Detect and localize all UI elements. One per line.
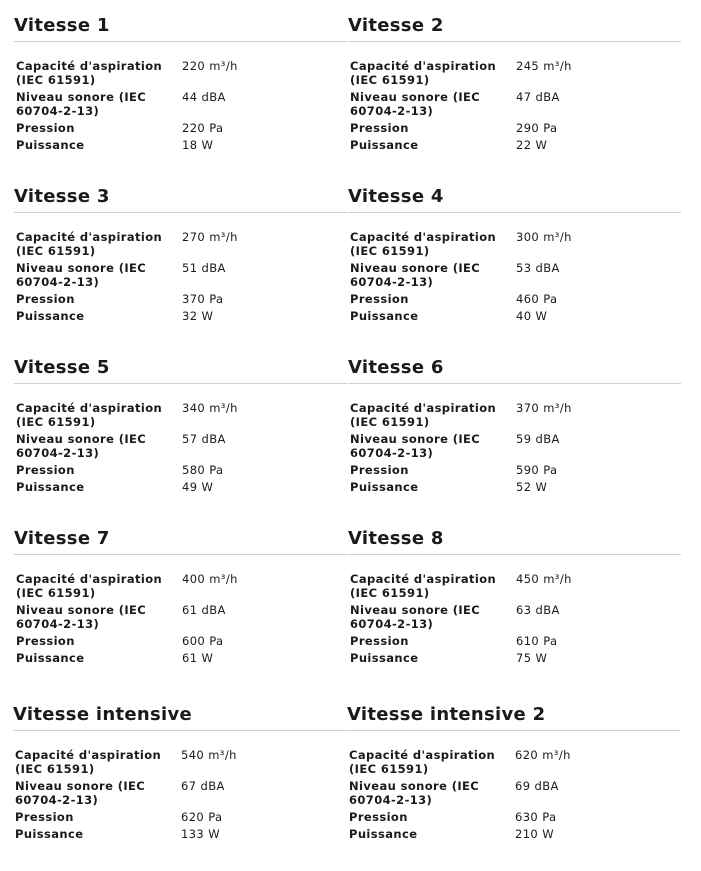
spec-row-power bbox=[350, 309, 681, 323]
spec-row-pressure bbox=[350, 121, 681, 135]
spec-value: 620 Pa bbox=[181, 810, 223, 824]
spec-value: 270 m³/h bbox=[182, 230, 238, 244]
spec-label: Capacité d'aspiration (IEC 61591) bbox=[15, 748, 162, 776]
spec-value: 75 W bbox=[516, 651, 548, 665]
spec-label: Pression bbox=[350, 634, 409, 648]
spec-row-power bbox=[350, 138, 681, 152]
spec-label: Puissance bbox=[350, 309, 419, 323]
spec-label: Capacité d'aspiration (IEC 61591) bbox=[16, 59, 163, 87]
spec-value: 210 W bbox=[515, 827, 554, 841]
speed-block-4 bbox=[348, 186, 681, 326]
speed-block-1 bbox=[14, 15, 347, 155]
spec-value: 300 m³/h bbox=[516, 230, 572, 244]
speed-block-3 bbox=[14, 186, 347, 326]
spec-table bbox=[350, 401, 681, 494]
spec-label: Puissance bbox=[350, 480, 419, 494]
spec-value: 67 dBA bbox=[181, 779, 225, 793]
spec-row-noise bbox=[350, 603, 681, 631]
spec-value: 44 dBA bbox=[182, 90, 226, 104]
spec-row-pressure bbox=[15, 810, 346, 824]
spec-value: 245 m³/h bbox=[516, 59, 572, 73]
spec-row-suction bbox=[16, 59, 347, 87]
spec-label: Niveau sonore (IEC 60704-2-13) bbox=[350, 90, 481, 118]
spec-table bbox=[15, 748, 346, 841]
spec-row-suction bbox=[15, 748, 346, 776]
spec-row-noise bbox=[16, 432, 347, 460]
spec-value: 40 W bbox=[516, 309, 548, 323]
spec-row-suction bbox=[350, 59, 681, 87]
speed-block-intensive-2 bbox=[347, 704, 680, 844]
spec-value: 63 dBA bbox=[516, 603, 560, 617]
spec-label: Capacité d'aspiration (IEC 61591) bbox=[350, 401, 497, 429]
spec-row-suction bbox=[16, 572, 347, 600]
spec-row-power bbox=[16, 138, 347, 152]
spec-label: Puissance bbox=[16, 309, 85, 323]
spec-label: Niveau sonore (IEC 60704-2-13) bbox=[350, 432, 481, 460]
spec-row-noise bbox=[15, 779, 346, 807]
spec-label: Pression bbox=[16, 634, 75, 648]
spec-label: Pression bbox=[16, 121, 75, 135]
speed-title: Vitesse intensive bbox=[13, 704, 346, 731]
spec-row-noise bbox=[16, 261, 347, 289]
spec-value: 69 dBA bbox=[515, 779, 559, 793]
speed-block-intensive bbox=[13, 704, 346, 844]
spec-row-suction bbox=[16, 401, 347, 429]
spec-value: 18 W bbox=[182, 138, 214, 152]
spec-value: 57 dBA bbox=[182, 432, 226, 446]
spec-row-noise bbox=[350, 261, 681, 289]
spec-row-pressure bbox=[350, 292, 681, 306]
spec-label: Niveau sonore (IEC 60704-2-13) bbox=[16, 261, 147, 289]
spec-label: Pression bbox=[350, 292, 409, 306]
spec-row-power bbox=[16, 480, 347, 494]
speed-title: Vitesse 4 bbox=[348, 186, 681, 213]
spec-label: Puissance bbox=[349, 827, 418, 841]
spec-label: Niveau sonore (IEC 60704-2-13) bbox=[16, 90, 147, 118]
spec-label: Puissance bbox=[16, 480, 85, 494]
spec-label: Niveau sonore (IEC 60704-2-13) bbox=[16, 432, 147, 460]
spec-row-power bbox=[15, 827, 346, 841]
spec-label: Niveau sonore (IEC 60704-2-13) bbox=[16, 603, 147, 631]
spec-row-suction bbox=[350, 401, 681, 429]
spec-value: 22 W bbox=[516, 138, 548, 152]
spec-label: Capacité d'aspiration (IEC 61591) bbox=[350, 59, 497, 87]
spec-label: Pression bbox=[349, 810, 408, 824]
speed-title: Vitesse 2 bbox=[348, 15, 681, 42]
spec-row-pressure bbox=[16, 463, 347, 477]
spec-value: 340 m³/h bbox=[182, 401, 238, 415]
spec-label: Niveau sonore (IEC 60704-2-13) bbox=[350, 261, 481, 289]
spec-label: Capacité d'aspiration (IEC 61591) bbox=[350, 572, 497, 600]
spec-row-suction bbox=[350, 572, 681, 600]
speed-title: Vitesse 1 bbox=[14, 15, 347, 42]
spec-value: 53 dBA bbox=[516, 261, 560, 275]
spec-row-pressure bbox=[350, 463, 681, 477]
spec-label: Capacité d'aspiration (IEC 61591) bbox=[349, 748, 496, 776]
spec-label: Pression bbox=[15, 810, 74, 824]
speed-title: Vitesse 6 bbox=[348, 357, 681, 384]
spec-value: 400 m³/h bbox=[182, 572, 238, 586]
speed-title: Vitesse 8 bbox=[348, 528, 681, 555]
speed-title: Vitesse 7 bbox=[14, 528, 347, 555]
spec-row-suction bbox=[350, 230, 681, 258]
spec-value: 32 W bbox=[182, 309, 214, 323]
spec-value: 290 Pa bbox=[516, 121, 558, 135]
spec-row-pressure bbox=[16, 292, 347, 306]
spec-value: 450 m³/h bbox=[516, 572, 572, 586]
spec-value: 49 W bbox=[182, 480, 214, 494]
spec-label: Niveau sonore (IEC 60704-2-13) bbox=[349, 779, 480, 807]
spec-table bbox=[350, 230, 681, 323]
spec-label: Pression bbox=[16, 292, 75, 306]
spec-label: Niveau sonore (IEC 60704-2-13) bbox=[350, 603, 481, 631]
spec-value: 580 Pa bbox=[182, 463, 224, 477]
spec-row-pressure bbox=[349, 810, 680, 824]
spec-value: 220 Pa bbox=[182, 121, 224, 135]
speed-title: Vitesse 5 bbox=[14, 357, 347, 384]
spec-row-pressure bbox=[16, 634, 347, 648]
spec-row-noise bbox=[16, 603, 347, 631]
spec-row-power bbox=[16, 651, 347, 665]
speed-block-8 bbox=[348, 528, 681, 668]
spec-label: Puissance bbox=[15, 827, 84, 841]
spec-table bbox=[16, 572, 347, 665]
spec-label: Capacité d'aspiration (IEC 61591) bbox=[16, 572, 163, 600]
spec-label: Capacité d'aspiration (IEC 61591) bbox=[16, 230, 163, 258]
spec-value: 620 m³/h bbox=[515, 748, 571, 762]
spec-row-noise bbox=[349, 779, 680, 807]
spec-value: 630 Pa bbox=[515, 810, 557, 824]
spec-row-suction bbox=[349, 748, 680, 776]
spec-value: 51 dBA bbox=[182, 261, 226, 275]
spec-row-noise bbox=[16, 90, 347, 118]
spec-table bbox=[16, 59, 347, 152]
speed-block-2 bbox=[348, 15, 681, 155]
spec-table bbox=[16, 230, 347, 323]
spec-value: 47 dBA bbox=[516, 90, 560, 104]
spec-row-power bbox=[350, 480, 681, 494]
spec-table bbox=[16, 401, 347, 494]
spec-row-power bbox=[16, 309, 347, 323]
spec-label: Pression bbox=[16, 463, 75, 477]
spec-value: 590 Pa bbox=[516, 463, 558, 477]
spec-row-pressure bbox=[350, 634, 681, 648]
speed-title: Vitesse 3 bbox=[14, 186, 347, 213]
speed-block-5 bbox=[14, 357, 347, 497]
spec-value: 59 dBA bbox=[516, 432, 560, 446]
spec-label: Niveau sonore (IEC 60704-2-13) bbox=[15, 779, 146, 807]
spec-label: Capacité d'aspiration (IEC 61591) bbox=[16, 401, 163, 429]
speed-block-7 bbox=[14, 528, 347, 668]
spec-label: Puissance bbox=[350, 651, 419, 665]
spec-row-noise bbox=[350, 432, 681, 460]
spec-label: Puissance bbox=[16, 651, 85, 665]
spec-value: 600 Pa bbox=[182, 634, 224, 648]
spec-table bbox=[350, 572, 681, 665]
spec-value: 133 W bbox=[181, 827, 220, 841]
spec-table bbox=[350, 59, 681, 152]
speed-title: Vitesse intensive 2 bbox=[347, 704, 680, 731]
spec-row-power bbox=[349, 827, 680, 841]
spec-label: Puissance bbox=[16, 138, 85, 152]
spec-label: Puissance bbox=[350, 138, 419, 152]
spec-row-power bbox=[350, 651, 681, 665]
spec-label: Pression bbox=[350, 463, 409, 477]
speed-block-6 bbox=[348, 357, 681, 497]
spec-value: 52 W bbox=[516, 480, 548, 494]
spec-value: 460 Pa bbox=[516, 292, 558, 306]
spec-value: 61 W bbox=[182, 651, 214, 665]
spec-label: Capacité d'aspiration (IEC 61591) bbox=[350, 230, 497, 258]
spec-value: 370 m³/h bbox=[516, 401, 572, 415]
spec-table bbox=[349, 748, 680, 841]
spec-row-pressure bbox=[16, 121, 347, 135]
spec-value: 610 Pa bbox=[516, 634, 558, 648]
spec-value: 370 Pa bbox=[182, 292, 224, 306]
spec-label: Pression bbox=[350, 121, 409, 135]
spec-value: 220 m³/h bbox=[182, 59, 238, 73]
spec-value: 540 m³/h bbox=[181, 748, 237, 762]
spec-row-suction bbox=[16, 230, 347, 258]
spec-row-noise bbox=[350, 90, 681, 118]
spec-value: 61 dBA bbox=[182, 603, 226, 617]
